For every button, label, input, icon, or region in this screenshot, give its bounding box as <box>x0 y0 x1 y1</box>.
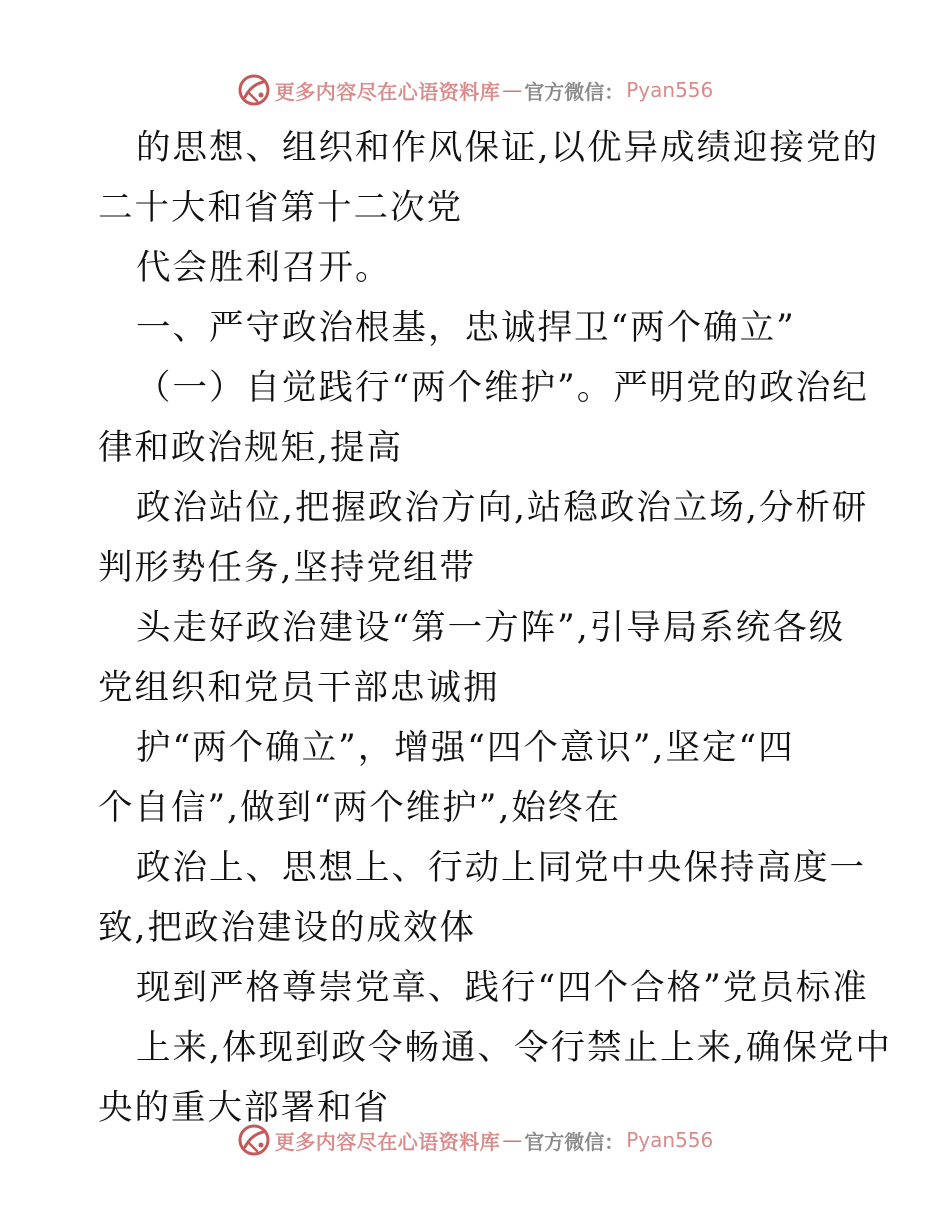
text-line: 致,把政治建设的成效体 <box>98 908 476 948</box>
watermark-site-text: 更多内容尽在心语资料库 <box>274 1129 501 1154</box>
watermark-dash: — <box>502 78 523 102</box>
watermark-official-label: 官方微信： <box>524 1129 625 1154</box>
watermark-dash: — <box>502 1128 523 1152</box>
text-line: 律和政治规矩,提高 <box>98 428 403 468</box>
watermark-wechat-id: Pyan556 <box>626 78 714 102</box>
text-line: 央的重大部署和省 <box>98 1088 390 1128</box>
text-line: 政治站位,把握政治方向,站稳政治立场,分析研 <box>136 488 869 528</box>
header-watermark <box>0 70 950 110</box>
text-line: 代会胜利召开。 <box>136 248 392 288</box>
watermark-site-text: 更多内容尽在心语资料库 <box>274 79 501 104</box>
document-body <box>98 118 892 1138</box>
text-line: 政治上、思想上、行动上同党中央保持高度一 <box>136 848 866 888</box>
text-line: 护“两个确立”，增强“四个意识”,坚定“四 <box>136 728 795 768</box>
text-line: 一、严守政治根基，忠诚捍卫“两个确立” <box>136 308 796 348</box>
text-line: 现到严格尊崇党章、践行“四个合格”党员标准 <box>136 968 869 1008</box>
text-line: 二十大和省第十二次党 <box>98 188 463 228</box>
text-line: （一）自觉践行“两个维护”。严明党的政治纪 <box>136 368 869 408</box>
text-line: 个自信”,做到“两个维护”,始终在 <box>98 788 621 828</box>
brush-seal-icon <box>237 73 271 107</box>
text-line: 的思想、组织和作风保证,以优异成绩迎接党的 <box>136 128 879 168</box>
watermark-wechat-id: Pyan556 <box>626 1128 714 1152</box>
footer-watermark <box>0 1120 950 1160</box>
text-line: 判形势任务,坚持党组带 <box>98 548 476 588</box>
watermark-official-label: 官方微信： <box>524 79 625 104</box>
text-line: 党组织和党员干部忠诚拥 <box>98 668 500 708</box>
brush-seal-icon <box>237 1123 271 1157</box>
text-line: 上来,体现到政令畅通、令行禁止上来,确保党中 <box>136 1028 892 1068</box>
text-line: 头走好政治建设“第一方阵”,引导局系统各级 <box>136 608 846 648</box>
